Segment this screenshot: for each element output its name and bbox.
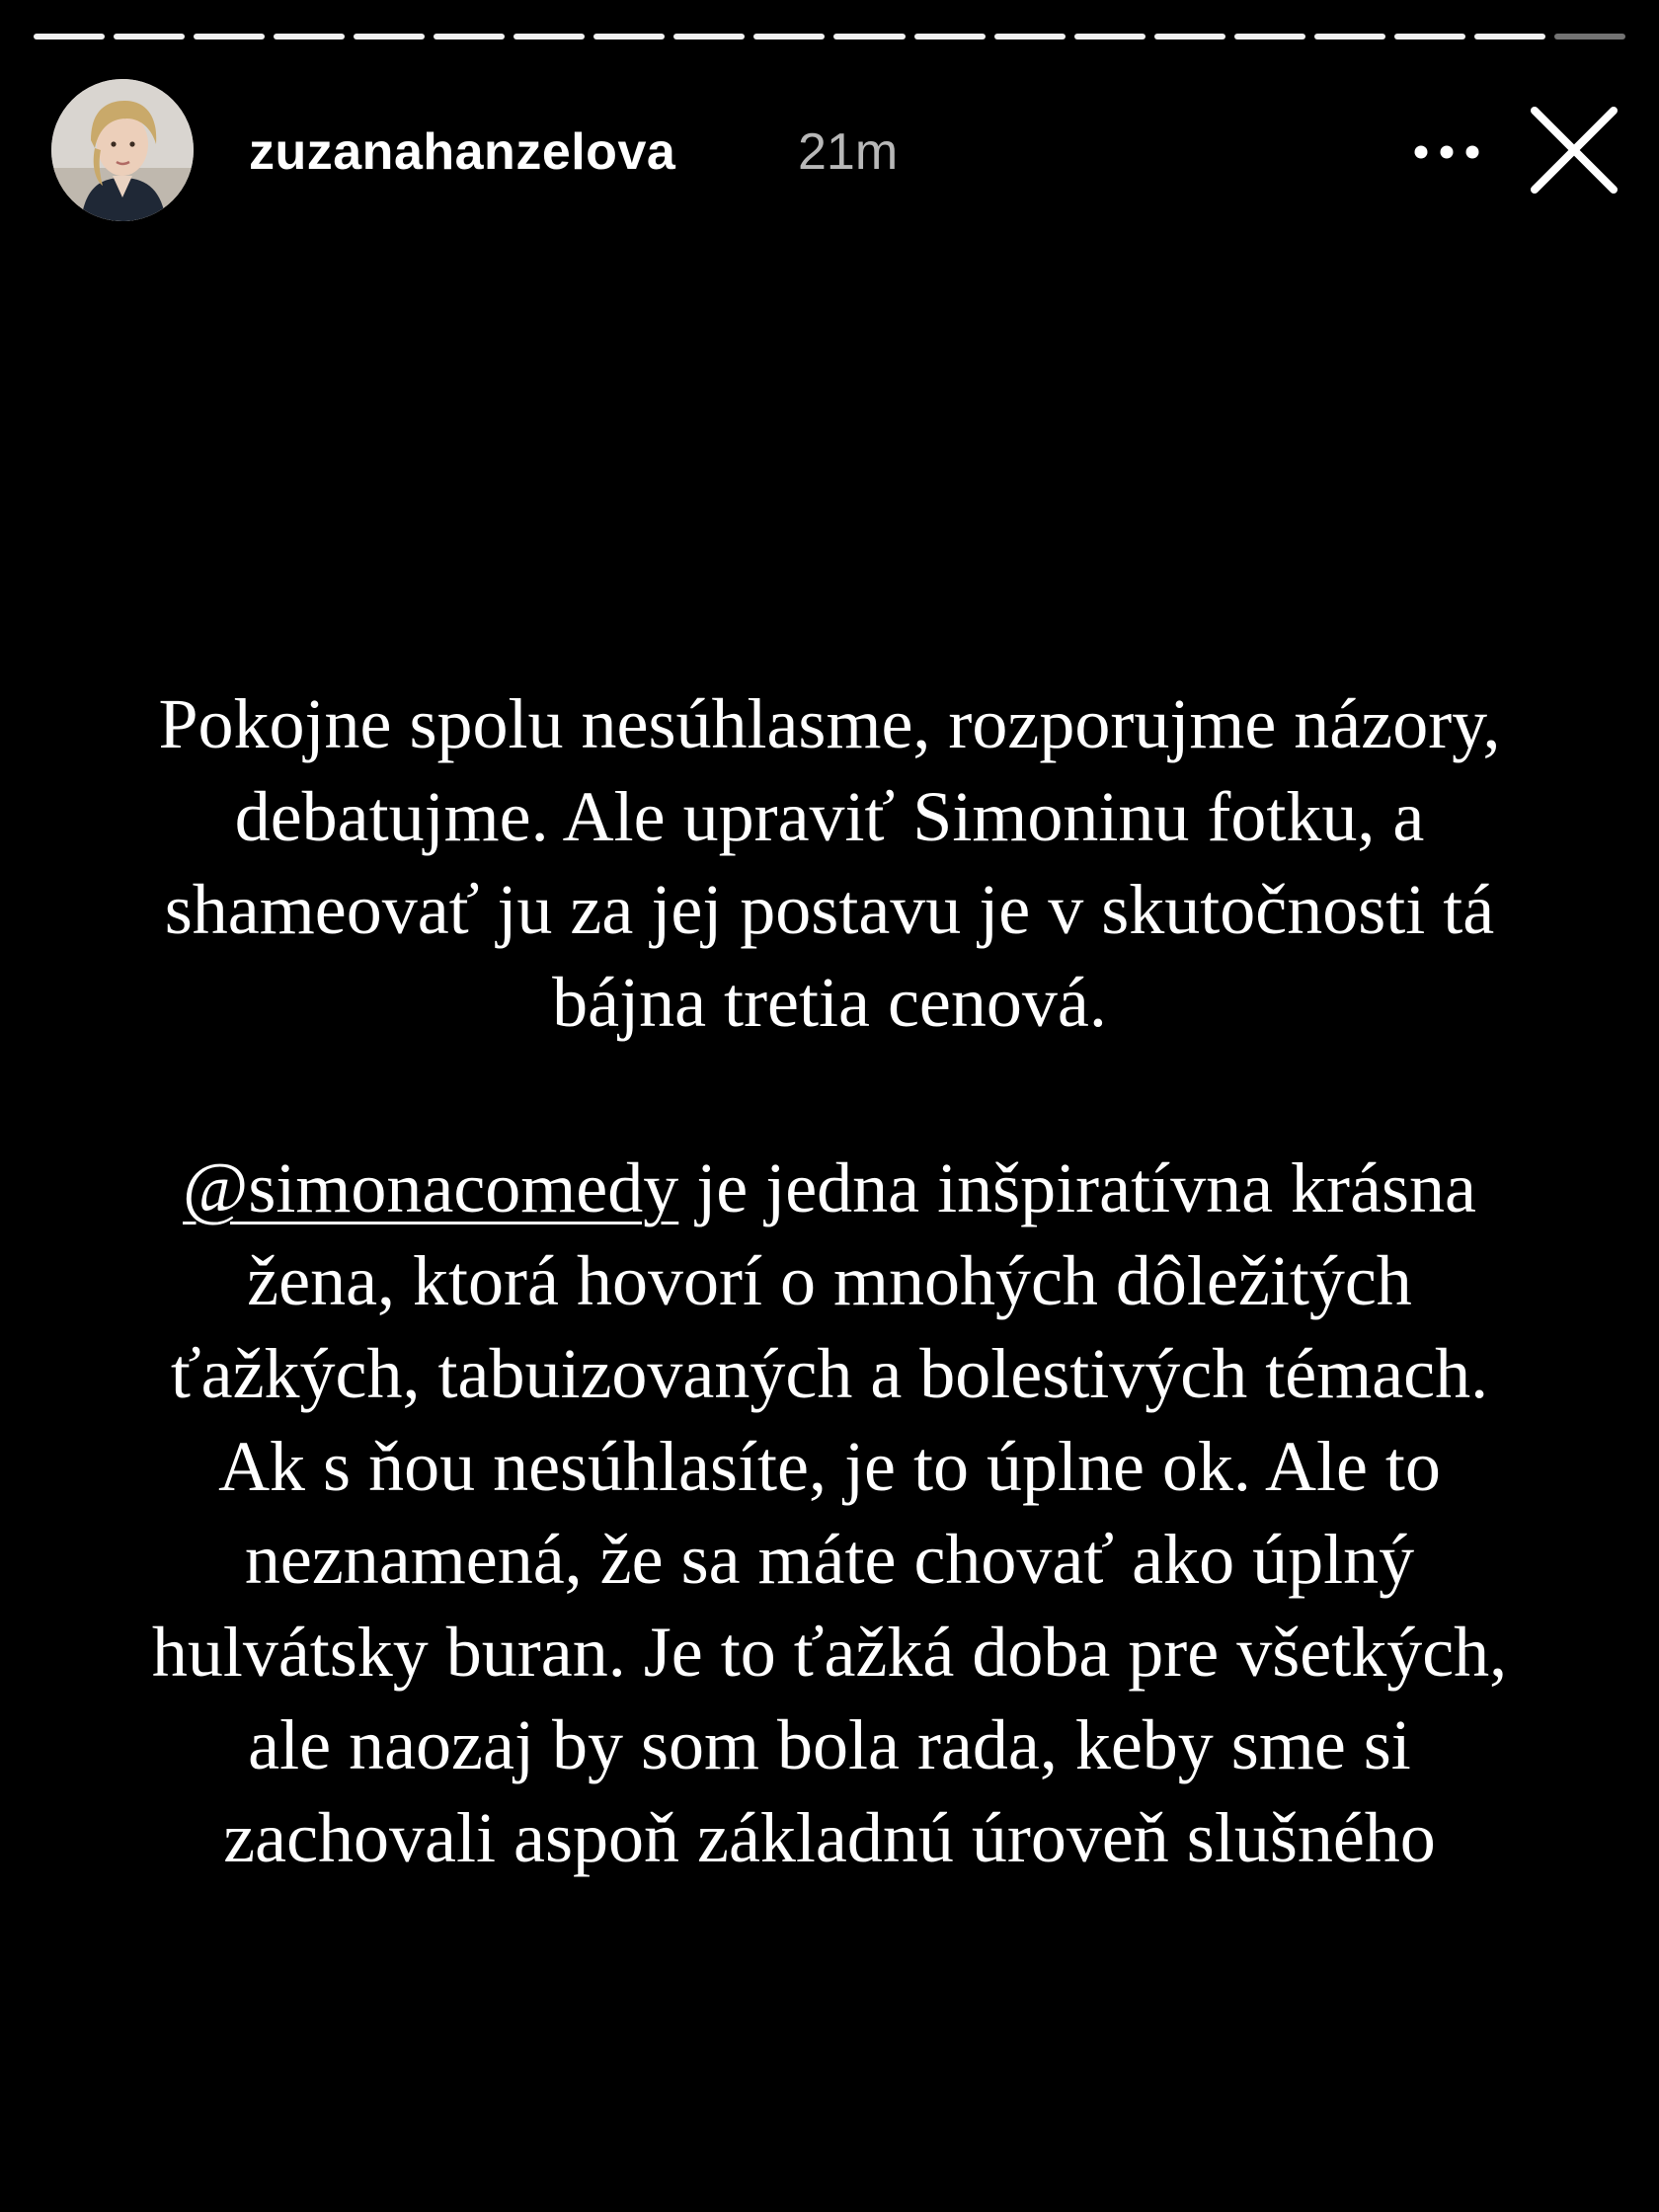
close-icon <box>1525 101 1623 199</box>
story-header <box>51 79 1621 221</box>
more-options-button[interactable] <box>1392 122 1501 182</box>
progress-segment <box>593 34 665 40</box>
story-timestamp: 21m <box>798 123 899 181</box>
progress-segment <box>514 34 585 40</box>
avatar-photo <box>51 79 194 221</box>
progress-segment <box>1154 34 1225 40</box>
story-progress-bar <box>34 34 1625 43</box>
progress-segment <box>1474 34 1545 40</box>
progress-segment <box>274 34 345 40</box>
progress-segment <box>1394 34 1465 40</box>
progress-segment <box>1074 34 1146 40</box>
progress-segment <box>354 34 425 40</box>
progress-segment <box>1234 34 1305 40</box>
more-horizontal-icon <box>1392 122 1501 182</box>
mention-link[interactable]: @simonacomedy <box>183 1148 679 1227</box>
progress-segment <box>914 34 986 40</box>
progress-segment <box>994 34 1066 40</box>
progress-segment <box>194 34 265 40</box>
paragraph-spacer <box>138 1049 1521 1142</box>
avatar[interactable] <box>51 79 194 221</box>
story-text <box>138 677 1521 1884</box>
progress-segment <box>1314 34 1385 40</box>
close-button[interactable] <box>1525 101 1623 199</box>
story-paragraph-1: Pokojne spolu nesúhlasme, rozporujme názory, debatujme. Ale upraviť Simoninu fotku, a shameovať ju za jej postavu je v skutočnosti tá bájna tretia cenová. <box>158 684 1501 1042</box>
story-paragraph-2 <box>138 1142 1521 1884</box>
progress-segment <box>753 34 825 40</box>
progress-segment <box>833 34 905 40</box>
progress-segment <box>1554 34 1625 40</box>
progress-segment <box>673 34 745 40</box>
progress-segment <box>114 34 185 40</box>
story-paragraph-2-text: je jedna inšpiratívna krásna žena, ktorá hovorí o mnohých dôležitých ťažkých, tabuizovaných a bolestivých témach. Ak s ňou nesúhlasíte, je to úplne ok. Ale to neznamená, že sa máte chovať ako úplný hulvátsky buran. Je to ťažká doba pre všetkých, ale naozaj by som bola rada, keby sme si zachovali aspoň základnú úroveň slušného <box>151 1148 1508 1877</box>
progress-segment <box>434 34 505 40</box>
progress-segment <box>34 34 105 40</box>
story-username[interactable]: zuzanahanzelova <box>249 123 676 181</box>
